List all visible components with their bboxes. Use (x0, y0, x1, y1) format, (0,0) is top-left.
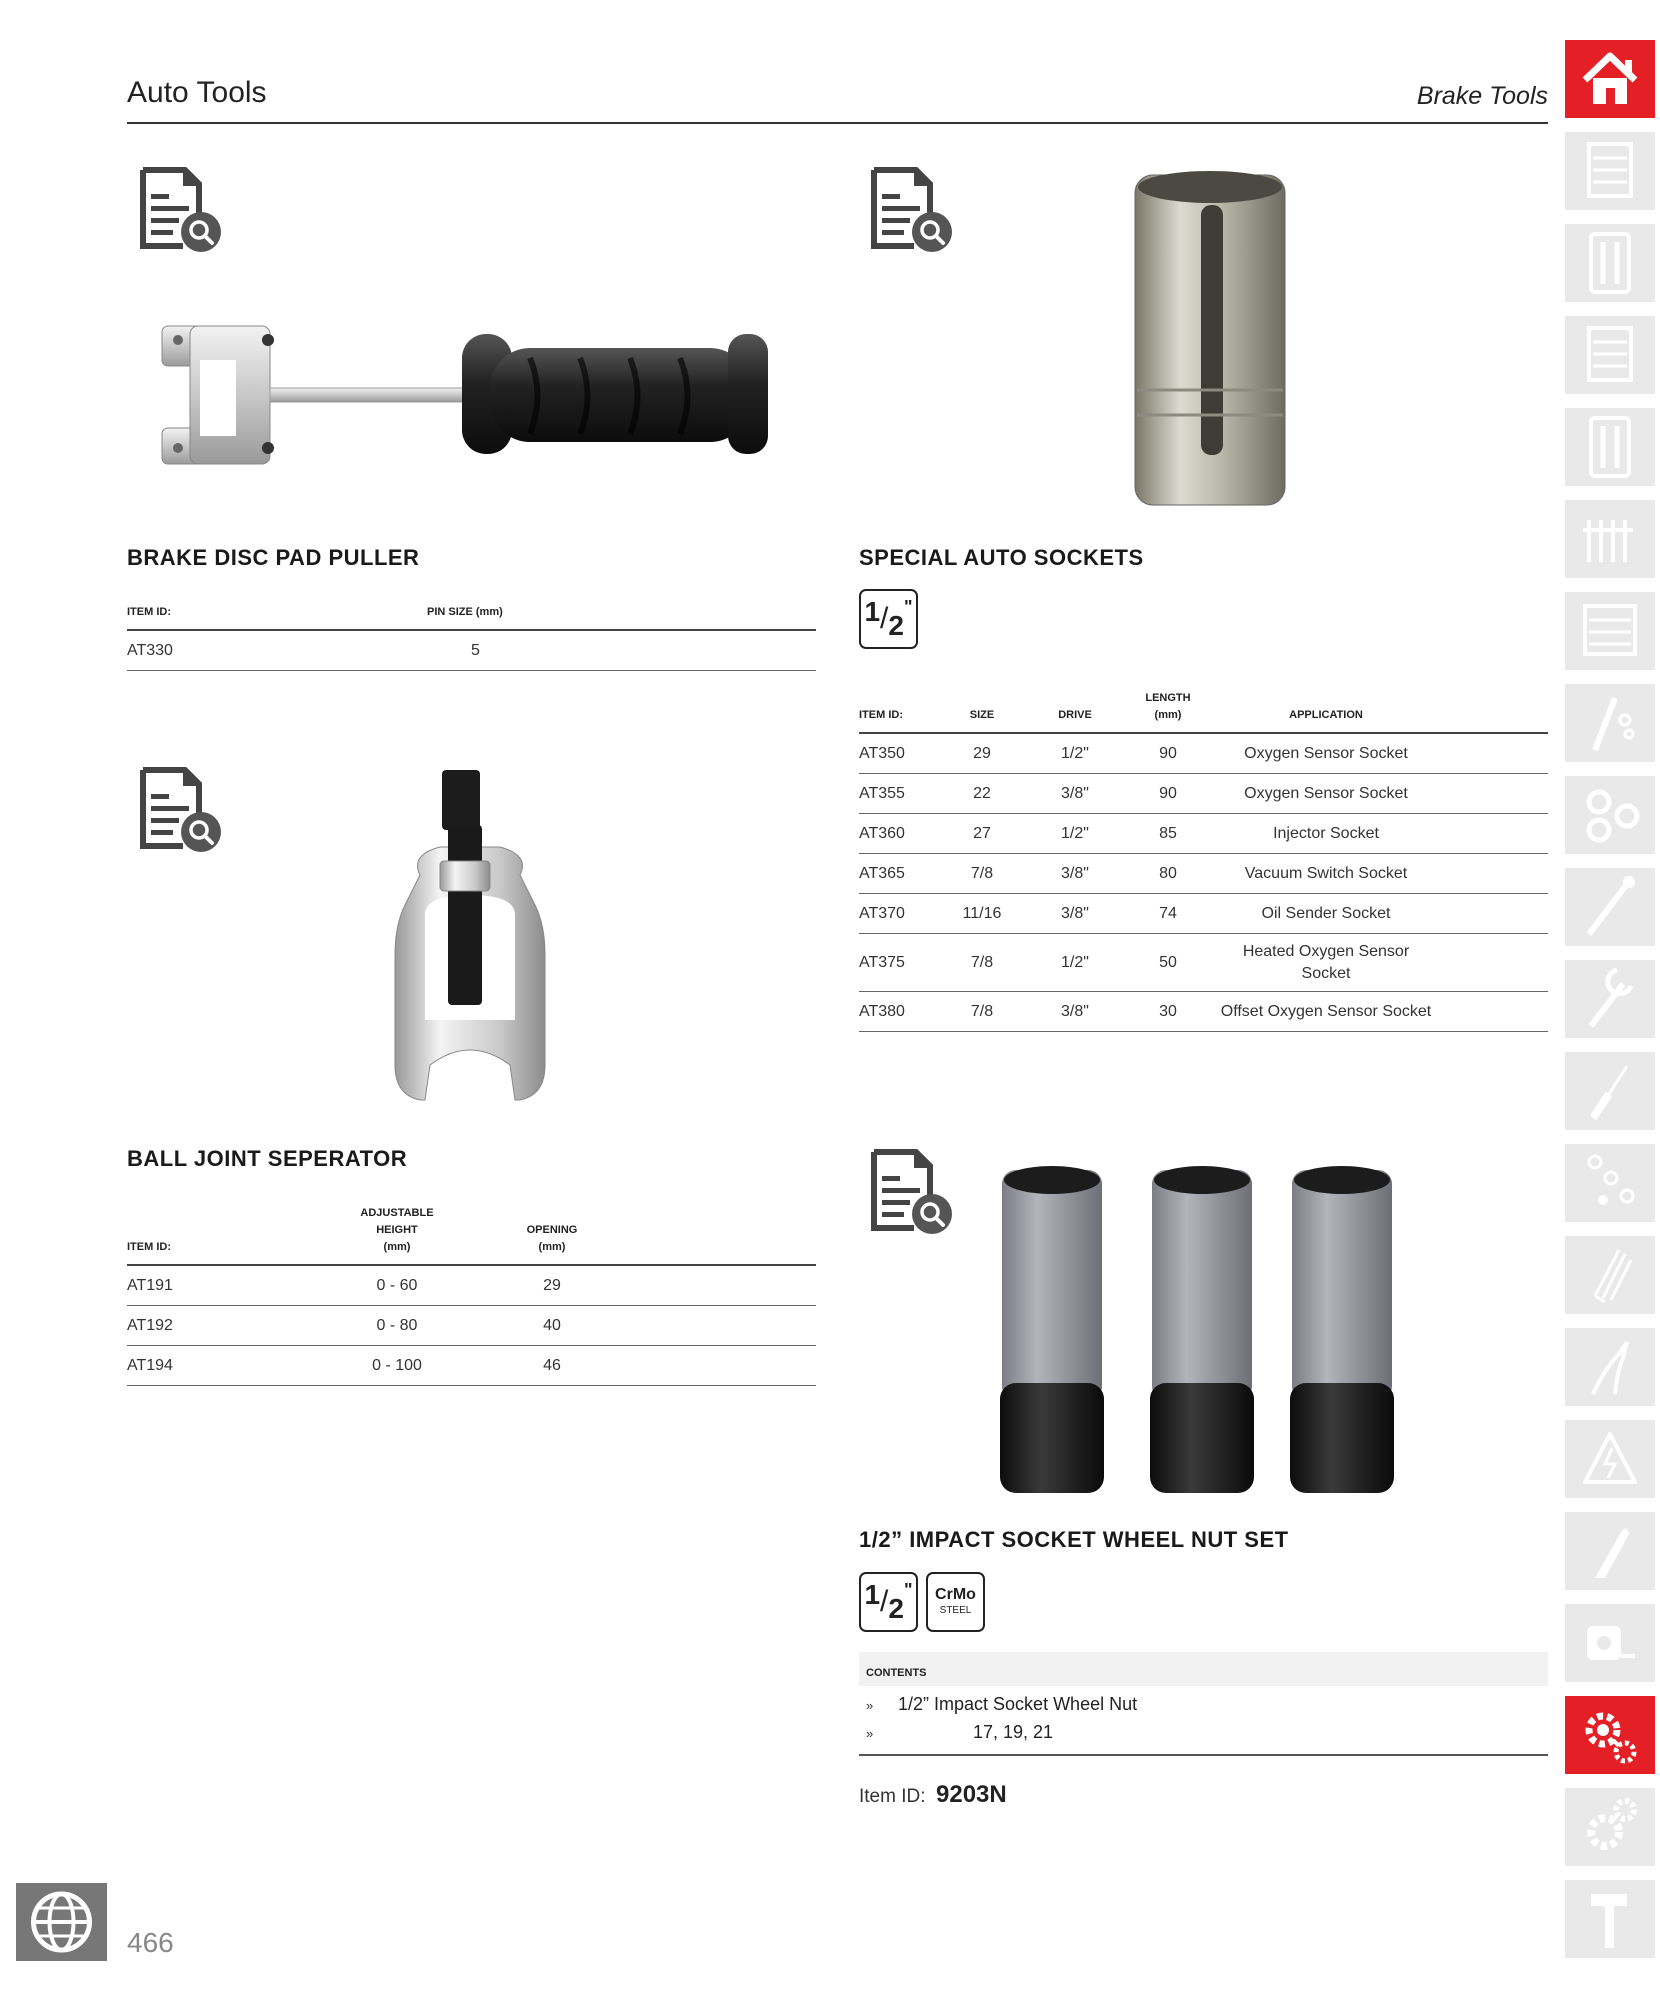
badge-numerator: 1 (864, 1579, 881, 1610)
tool-chest-icon (1565, 592, 1655, 670)
cell-application: Injector Socket (1211, 814, 1441, 854)
contents-bullet: » (866, 1726, 874, 1741)
sidebar-auto-tools[interactable] (1565, 1696, 1655, 1774)
material-badge (926, 1572, 985, 1632)
cell-item-id: AT375 (859, 934, 939, 992)
table-row (859, 774, 1548, 814)
sidebar-ratchets[interactable] (1565, 868, 1655, 946)
screwdriver-icon (1565, 1052, 1655, 1130)
ball-joint-seperator-image (370, 765, 570, 1125)
special-auto-sockets-table (859, 690, 1548, 1032)
cell-item-id: AT355 (859, 774, 939, 814)
cell-spacer (637, 1306, 816, 1346)
header-line: OPENING (526, 1224, 578, 1236)
badge-inch-mark: " (903, 596, 913, 617)
table-row (127, 1306, 816, 1346)
sidebar-gears[interactable] (1565, 1788, 1655, 1866)
cell-size: 29 (939, 733, 1025, 774)
table-row (859, 854, 1548, 894)
table-row (127, 1265, 816, 1306)
hammer-icon (1565, 1880, 1655, 1958)
header-line: (mm) (538, 1241, 566, 1253)
knife-icon (1565, 1512, 1655, 1590)
badge-denominator: 2 (888, 1593, 904, 1624)
column-header-drive: DRIVE (1025, 690, 1125, 733)
cell-height: 0 - 80 (327, 1306, 467, 1346)
cell-length: 74 (1125, 894, 1211, 934)
cell-item-id: AT330 (127, 630, 427, 671)
socket-2 (1150, 1166, 1254, 1493)
cell-length: 50 (1125, 934, 1211, 992)
sidebar-tool-cabinets[interactable] (1565, 132, 1655, 210)
contents-item: 1/2” Impact Socket Wheel Nut (898, 1694, 1138, 1714)
sidebar-electrical[interactable] (1565, 1420, 1655, 1498)
cell-application: Oxygen Sensor Socket (1211, 733, 1441, 774)
sidebar-screwdriver-sets-2[interactable] (1565, 408, 1655, 486)
wrench-icon (1565, 960, 1655, 1038)
bits-icon (1565, 1144, 1655, 1222)
screwdriver-set-icon (1565, 408, 1655, 486)
cell-item-id: AT365 (859, 854, 939, 894)
cell-size: 7/8 (939, 854, 1025, 894)
material-badge-line2: STEEL (939, 1605, 972, 1616)
cell-size: 27 (939, 814, 1025, 854)
column-header-size: SIZE (939, 690, 1025, 733)
wrench-tools-icon (1565, 684, 1655, 762)
cell-spacer (1441, 733, 1548, 774)
cell-application: Oxygen Sensor Socket (1211, 774, 1441, 814)
cell-spacer (637, 1346, 816, 1386)
cell-height: 0 - 60 (327, 1265, 467, 1306)
cell-length: 80 (1125, 854, 1211, 894)
cell-spacer (1441, 934, 1548, 992)
cell-item-id: AT194 (127, 1346, 327, 1386)
sidebar-home[interactable] (1565, 40, 1655, 118)
cell-spacer (1441, 854, 1548, 894)
datasheet-icon[interactable] (864, 166, 954, 256)
sidebar-wrench-sets[interactable] (1565, 500, 1655, 578)
impact-socket-set-image (990, 1158, 1410, 1498)
datasheet-icon[interactable] (133, 166, 223, 256)
gears-icon (1565, 1788, 1655, 1866)
cell-size: 7/8 (939, 992, 1025, 1032)
column-header-spacer (1441, 690, 1548, 733)
table-row (127, 1346, 816, 1386)
cell-length: 85 (1125, 814, 1211, 854)
contents-label: CONTENTS (866, 1667, 927, 1679)
special-auto-socket-image (1125, 165, 1295, 525)
cell-opening: 40 (467, 1306, 637, 1346)
cell-opening: 46 (467, 1346, 637, 1386)
cell-length: 90 (1125, 774, 1211, 814)
page-number: 466 (127, 1927, 174, 1958)
brake-disc-pad-puller-table (127, 604, 816, 671)
column-header-spacer (637, 1205, 816, 1265)
column-header-item-id: ITEM ID: (127, 1205, 327, 1265)
cell-spacer (1441, 774, 1548, 814)
sidebar-hex-keys[interactable] (1565, 1236, 1655, 1314)
column-header-opening (467, 1205, 637, 1265)
measuring-tape-icon (1565, 1604, 1655, 1682)
screwdriver-set-icon (1565, 224, 1655, 302)
wrench-set-icon (1565, 500, 1655, 578)
hex-keys-icon (1565, 1236, 1655, 1314)
table-row (859, 733, 1548, 774)
cell-drive: 3/8" (1025, 894, 1125, 934)
table-row (127, 630, 816, 671)
cell-drive: 3/8" (1025, 854, 1125, 894)
sidebar-bits[interactable] (1565, 1144, 1655, 1222)
sidebar-measuring[interactable] (1565, 1604, 1655, 1682)
product-title-special-auto-sockets: SPECIAL AUTO SOCKETS (859, 545, 1144, 570)
column-header-application: APPLICATION (1211, 690, 1441, 733)
sidebar-screwdrivers[interactable] (1565, 1052, 1655, 1130)
cell-spacer (637, 1265, 816, 1306)
cell-length: 90 (1125, 733, 1211, 774)
table-row (859, 992, 1548, 1032)
cell-size: 7/8 (939, 934, 1025, 992)
item-id-value: 9203N (936, 1781, 1007, 1808)
cell-drive: 1/2" (1025, 814, 1125, 854)
product-title-brake-disc-pad-puller: BRAKE DISC PAD PULLER (127, 545, 420, 570)
cell-item-id: AT350 (859, 733, 939, 774)
ratchet-icon (1565, 868, 1655, 946)
cell-drive: 3/8" (1025, 992, 1125, 1032)
sidebar-tool-chests[interactable] (1565, 592, 1655, 670)
drive-size-badge: 1 / 2 " (859, 1572, 918, 1632)
cell-item-id: AT370 (859, 894, 939, 934)
cell-item-id: AT360 (859, 814, 939, 854)
socket-1 (1000, 1166, 1104, 1493)
cell-drive: 1/2" (1025, 733, 1125, 774)
header-rule (127, 122, 1548, 124)
cell-length: 30 (1125, 992, 1211, 1032)
header-line: (mm) (383, 1241, 411, 1253)
contents-rule (859, 1754, 1548, 1756)
cell-drive: 3/8" (1025, 774, 1125, 814)
home-icon (1565, 40, 1655, 118)
sidebar-pliers[interactable] (1565, 1328, 1655, 1406)
ball-joint-seperator-table (127, 1205, 816, 1386)
column-header-length (1125, 690, 1211, 733)
brake-disc-pad-puller-image (150, 318, 800, 478)
column-header-item-id: ITEM ID: (859, 690, 939, 733)
auto-tools-gear-icon (1565, 1696, 1655, 1774)
sidebar-wrenches[interactable] (1565, 960, 1655, 1038)
header-line: (mm) (1154, 709, 1182, 721)
drive-size-badge: 1 / 2 " (859, 589, 918, 649)
tool-cabinet-icon (1565, 316, 1655, 394)
contents-bullet: » (866, 1698, 874, 1713)
cell-application: Oil Sender Socket (1211, 894, 1441, 934)
section-title: Brake Tools (1416, 82, 1548, 110)
cell-spacer (1441, 814, 1548, 854)
contents-item: 17, 19, 21 (973, 1722, 1054, 1742)
cell-item-id: AT191 (127, 1265, 327, 1306)
cell-application: Vacuum Switch Socket (1211, 854, 1441, 894)
sidebar-knives[interactable] (1565, 1512, 1655, 1590)
cell-height: 0 - 100 (327, 1346, 467, 1386)
cell-item-id: AT192 (127, 1306, 327, 1346)
pliers-icon (1565, 1328, 1655, 1406)
item-id-label: Item ID: (859, 1786, 926, 1807)
sidebar-screwdriver-sets[interactable] (1565, 224, 1655, 302)
sockets-icon (1565, 776, 1655, 854)
cell-item-id: AT380 (859, 992, 939, 1032)
header-line: LENGTH (1145, 692, 1191, 704)
cell-pin-size: 5 (427, 630, 816, 671)
header-line: ADJUSTABLE (360, 1207, 434, 1219)
table-row (859, 894, 1548, 934)
badge-inch-mark: " (903, 1579, 913, 1600)
cell-opening: 29 (467, 1265, 637, 1306)
electrical-warning-icon (1565, 1420, 1655, 1498)
tool-cabinet-icon (1565, 132, 1655, 210)
table-row (859, 814, 1548, 854)
contents-header-bar (859, 1652, 1548, 1686)
product-title-ball-joint-seperator: BALL JOINT SEPERATOR (127, 1146, 408, 1171)
cell-spacer (1441, 894, 1548, 934)
datasheet-icon[interactable] (864, 1148, 954, 1238)
header-line: HEIGHT (376, 1224, 418, 1236)
cell-application: Heated Oxygen Sensor Socket (1211, 934, 1441, 992)
sidebar-tool-cabinets-2[interactable] (1565, 316, 1655, 394)
badge-numerator: 1 (864, 596, 881, 627)
column-header-pin-size: PIN SIZE (mm) (427, 604, 816, 630)
product-title-impact-socket-set: 1/2” IMPACT SOCKET WHEEL NUT SET (859, 1527, 1289, 1552)
sidebar-sockets[interactable] (1565, 776, 1655, 854)
cell-application: Offset Oxygen Sensor Socket (1211, 992, 1441, 1032)
table-row (859, 934, 1548, 992)
column-header-adjustable-height (327, 1205, 467, 1265)
badge-denominator: 2 (888, 610, 904, 641)
cell-size: 11/16 (939, 894, 1025, 934)
globe-icon[interactable] (16, 1883, 107, 1961)
sidebar-wrench-tools[interactable] (1565, 684, 1655, 762)
cell-spacer (1441, 992, 1548, 1032)
sidebar-hammers[interactable] (1565, 1880, 1655, 1958)
material-badge-line1: CrMo (935, 1586, 976, 1603)
datasheet-icon[interactable] (133, 766, 223, 856)
cell-drive: 1/2" (1025, 934, 1125, 992)
column-header-item-id: ITEM ID: (127, 604, 427, 630)
cell-size: 22 (939, 774, 1025, 814)
socket-3 (1290, 1166, 1394, 1493)
page-title: Auto Tools (127, 76, 267, 109)
